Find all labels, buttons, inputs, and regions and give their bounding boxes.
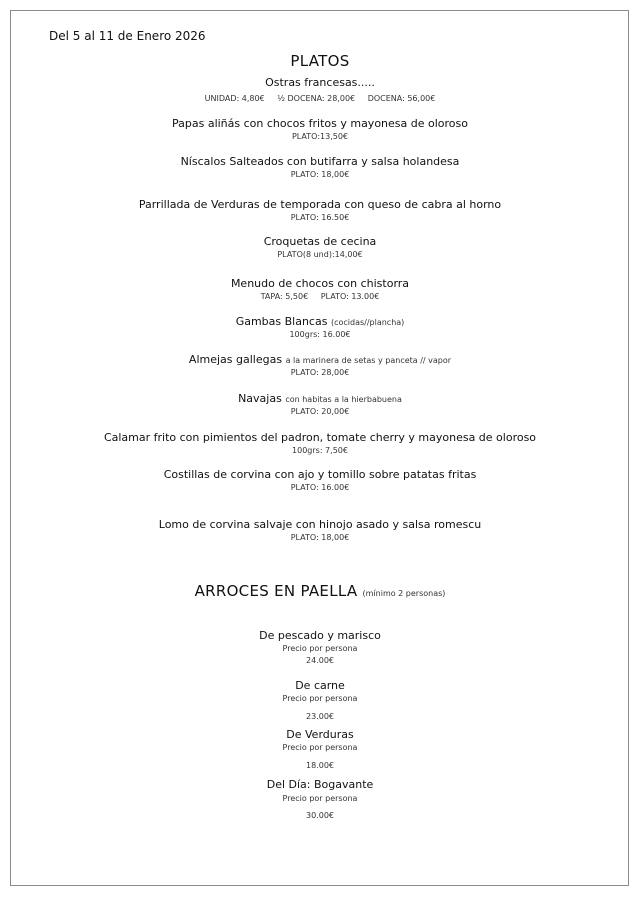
paella-sub: Precio por persona	[282, 694, 358, 703]
dish-name: Gambas Blancas (cocidas//plancha)	[235, 315, 405, 328]
dish-name: Calamar frito con pimientos del padron, tomate cherry y mayonesa de oloroso	[103, 431, 537, 444]
dish-name: Costillas de corvina con ajo y tomillo sobre patatas fritas	[163, 468, 477, 481]
dish-price	[0, 94, 640, 103]
dish-name: Ostras francesas.....	[265, 76, 375, 89]
paella-name: De Verduras	[286, 728, 354, 741]
dish-name: Almejas gallegas a la marinera de setas y panceta // vapor	[188, 353, 452, 366]
dish-name: Parrillada de Verduras de temporada con queso de cabra al horno	[138, 198, 502, 211]
dish-price: PLATO: 18,00€	[290, 533, 350, 542]
dish-name: Croquetas de cecina	[263, 235, 377, 248]
dish-price: PLATO: 16.50€	[290, 213, 350, 222]
paella-sub: Precio por persona	[282, 743, 358, 752]
dish-price: PLATO: 18,00€	[290, 170, 350, 179]
paella-price: 23.00€	[306, 712, 334, 721]
price-media-docena: ½ DOCENA: 28,00€	[277, 94, 356, 103]
dish-note: (cocidas//plancha)	[330, 318, 405, 327]
dish-price: PLATO(8 und):14,00€	[277, 250, 363, 259]
paella-sub: Precio por persona	[282, 644, 358, 653]
dish-name: Navajas con habitas a la hierbabuena	[238, 392, 402, 405]
dish-name: Níscalos Salteados con butifarra y salsa holandesa	[180, 155, 460, 168]
dish-price: PLATO: 20,00€	[290, 407, 350, 416]
paella-name: De pescado y marisco	[259, 629, 381, 642]
price-unidad: UNIDAD: 4,80€	[204, 94, 265, 103]
dish-note: a la marinera de setas y panceta // vapor	[285, 356, 452, 365]
arroces-title: ARROCES EN PAELLA (mínimo 2 personas)	[194, 582, 446, 600]
dish-note: con habitas a la hierbabuena	[285, 395, 402, 404]
paella-price: 30.00€	[306, 811, 334, 820]
price-docena: DOCENA: 56,00€	[367, 94, 436, 103]
paella-name: Del Día: Bogavante	[266, 778, 374, 791]
dish-price	[0, 292, 640, 301]
paella-name: De carne	[295, 679, 345, 692]
dish-price: PLATO: 16.00€	[290, 483, 350, 492]
date-range: Del 5 al 11 de Enero 2026	[49, 29, 206, 43]
price-plato: PLATO: 13.00€	[320, 292, 380, 301]
dish-name: Lomo de corvina salvaje con hinojo asado y salsa romescu	[158, 518, 482, 531]
dish-price: 100grs: 7,50€	[292, 446, 348, 455]
paella-sub: Precio por persona	[282, 794, 358, 803]
dish-price: PLATO:13,50€	[291, 132, 349, 141]
dish-price: 100grs: 16.00€	[289, 330, 351, 339]
paella-price: 18.00€	[306, 761, 334, 770]
arroces-note: (mínimo 2 personas)	[362, 589, 446, 598]
paella-price: 24.00€	[306, 656, 334, 665]
price-tapa: TAPA: 5,50€	[260, 292, 309, 301]
dish-name: Papas aliñás con chocos fritos y mayonesa de oloroso	[172, 117, 468, 130]
dish-price: PLATO: 28,00€	[290, 368, 350, 377]
dish-name: Menudo de chocos con chistorra	[230, 277, 410, 290]
platos-title: PLATOS	[290, 52, 350, 70]
